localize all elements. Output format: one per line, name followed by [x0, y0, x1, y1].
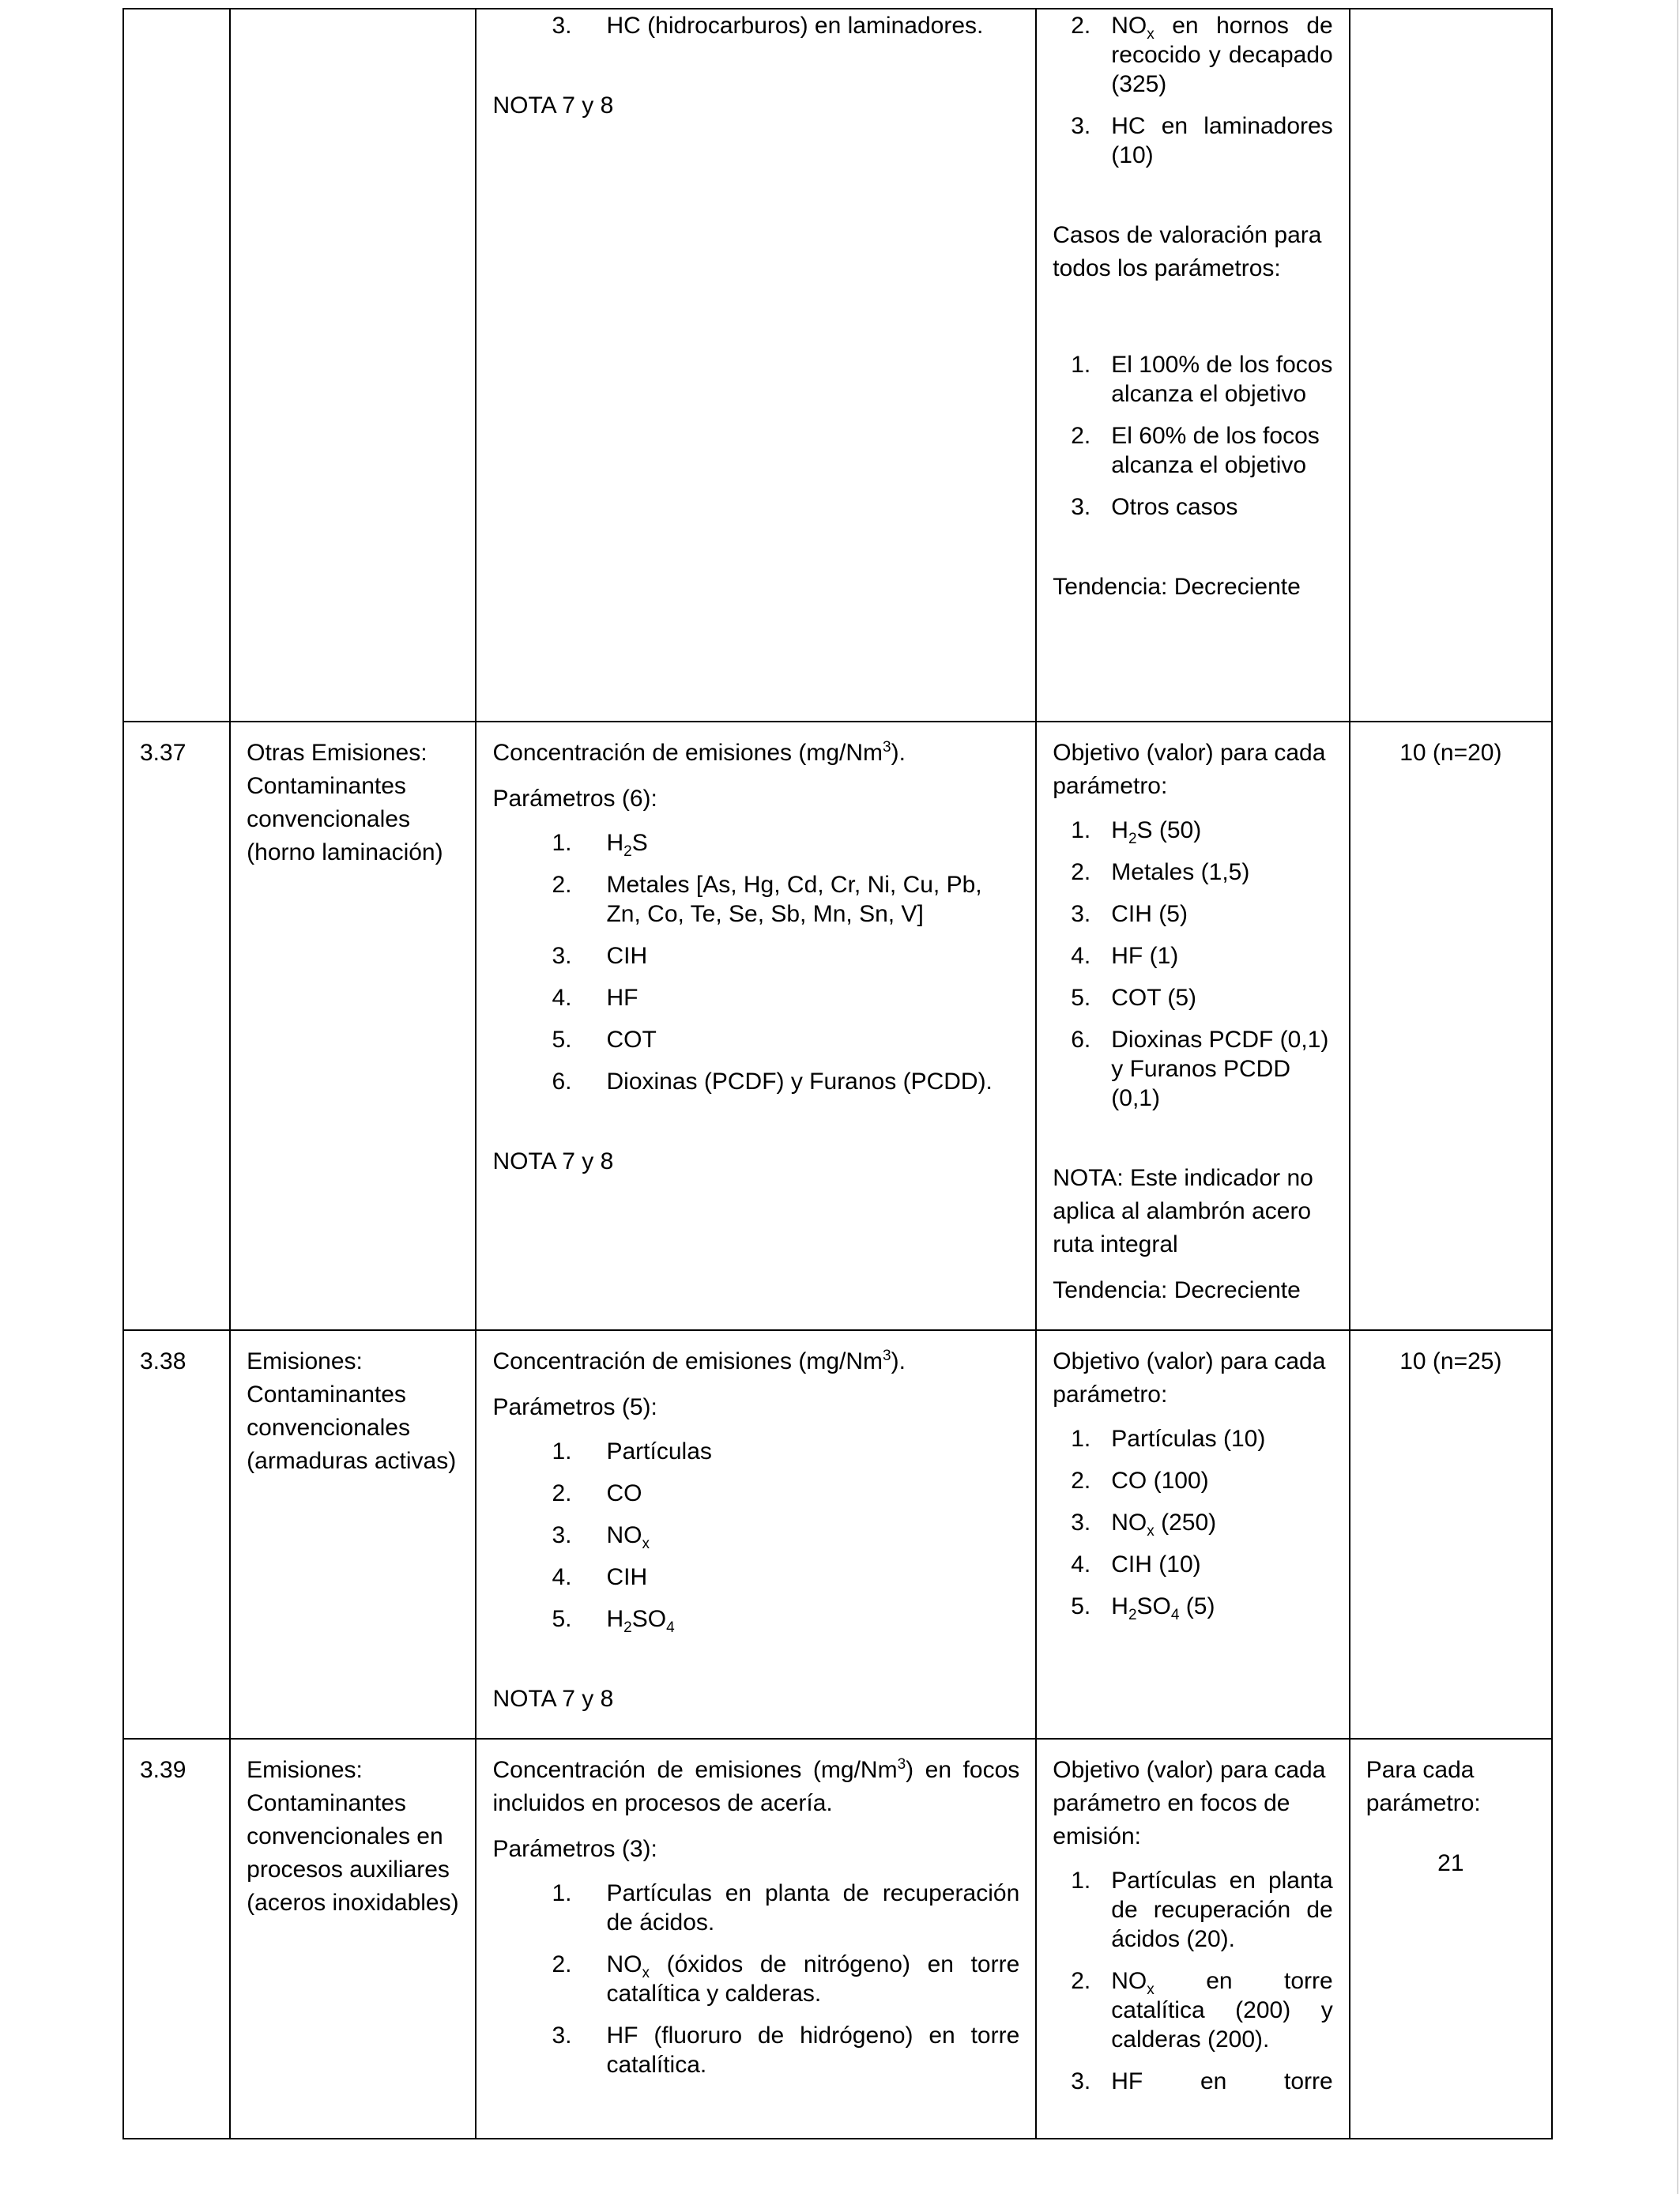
list-text: $NO_x$ en hornos de recocido y decapado (325): [1111, 13, 1333, 97]
list-text: Partículas en planta de recuperación de ácidos.: [606, 1880, 1020, 1936]
list-number: 6.: [1071, 1027, 1091, 1053]
list-text: $H_2S$: [606, 830, 648, 860]
objective-cell: [1036, 1330, 1349, 1739]
list-number: 5.: [552, 1027, 572, 1053]
weight-cell: [1350, 1739, 1552, 2139]
list-item: [492, 1521, 1019, 1550]
list-item: [1053, 816, 1332, 845]
list-item: [1053, 350, 1332, 409]
list-item: [492, 870, 1019, 929]
indicator-number-cell: 3.37: [123, 722, 230, 1330]
list-number: 2.: [552, 1951, 572, 1977]
parameter-list: [492, 1879, 1019, 2079]
list-text: $NO_x$: [606, 1522, 650, 1552]
list-text: Partículas (10): [1111, 1426, 1266, 1452]
list-text: El 60% de los focos alcanza el objetivo: [1111, 423, 1320, 478]
list-item: [492, 2021, 1019, 2079]
parameters-label: Parámetros (5):: [492, 1394, 657, 1420]
list-number: 2.: [552, 1480, 572, 1506]
list-number: 3.: [552, 1522, 572, 1548]
list-number: 1.: [1071, 817, 1091, 843]
parameters-cell: [476, 1739, 1036, 2139]
list-text: COT (5): [1111, 985, 1197, 1011]
objective-list: [1053, 816, 1332, 1113]
list-text: $NO_x$ (óxidos de nitrógeno) en torre catalítica y calderas.: [606, 1951, 1020, 2007]
list-number: 4.: [1071, 943, 1091, 969]
list-item: [492, 1563, 1019, 1592]
list-text: Partículas: [606, 1438, 712, 1465]
parameters-cell: [476, 9, 1036, 722]
objective-cell: [1036, 1739, 1349, 2139]
list-item: [1053, 421, 1332, 480]
parameters-cell: [476, 722, 1036, 1330]
list-number: 5.: [1071, 985, 1091, 1011]
list-text: Metales (1,5): [1111, 859, 1250, 885]
list-item: [1053, 1025, 1332, 1113]
list-number: 2.: [552, 872, 572, 898]
description-text: Concentración de emisiones (mg/Nm$^3$) en focos incluidos en procesos de acería.: [492, 1756, 1020, 1816]
weight-value: 21: [1437, 1850, 1464, 1876]
list-number: 3.: [1071, 901, 1091, 927]
list-item: [1053, 492, 1332, 522]
nota-text: NOTA 7 y 8: [492, 1686, 614, 1712]
list-item: [1053, 983, 1332, 1012]
page-edge-line: [1677, 0, 1678, 2194]
trend-text: Tendencia: Decreciente: [1053, 1277, 1301, 1303]
list-text: HF en torre: [1111, 2068, 1333, 2094]
list-number: 3.: [552, 2022, 572, 2049]
list-item: [1053, 1866, 1332, 1954]
list-item: [492, 941, 1019, 971]
cases-list: [1053, 350, 1332, 522]
list-number: 2.: [1071, 859, 1091, 885]
indicator-number-cell: 3.38: [123, 1330, 230, 1739]
parameter-list: [492, 11, 1019, 40]
list-text: $H_2SO_4$ (5): [1111, 1593, 1215, 1623]
list-item: [1053, 1550, 1332, 1579]
objective-intro: Objetivo (valor) para cada parámetro:: [1053, 1348, 1326, 1408]
weight-label: Para cada parámetro:: [1365, 1757, 1481, 1816]
list-number: 1.: [1071, 352, 1091, 378]
list-item: [1053, 941, 1332, 971]
list-number: 1.: [552, 1880, 572, 1906]
indicator-name-cell: [230, 9, 476, 722]
list-number: 2.: [1071, 423, 1091, 449]
objective-list: [1053, 11, 1332, 170]
list-text: HF: [606, 985, 638, 1011]
list-text: COT: [606, 1027, 657, 1053]
list-number: 1.: [552, 830, 572, 856]
list-text: HC (hidrocarburos) en laminadores.: [606, 13, 984, 39]
list-text: CO (100): [1111, 1468, 1209, 1494]
list-text: $H_2SO_4$: [606, 1606, 675, 1636]
parameters-cell: [476, 1330, 1036, 1739]
list-item: [492, 1479, 1019, 1508]
list-item: [492, 1025, 1019, 1054]
objective-cell: [1036, 722, 1349, 1330]
list-text: Dioxinas (PCDF) y Furanos (PCDD).: [606, 1069, 993, 1095]
list-text: Metales [As, Hg, Cd, Cr, Ni, Cu, Pb, Zn, Co, Te, Se, Sb, Mn, Sn, V]: [606, 872, 982, 927]
parameters-label: Parámetros (6):: [492, 786, 657, 812]
nota-text: NOTA 7 y 8: [492, 92, 614, 119]
list-number: 5.: [552, 1606, 572, 1632]
list-number: 3.: [1071, 2068, 1091, 2094]
objective-intro: Objetivo (valor) para cada parámetro:: [1053, 740, 1326, 799]
indicator-number-cell: 3.39: [123, 1739, 230, 2139]
list-text: CIH: [606, 943, 648, 969]
list-item: [1053, 1466, 1332, 1495]
list-text: Partículas en planta de recuperación de ácidos (20).: [1111, 1868, 1333, 1952]
list-item: [492, 1604, 1019, 1634]
indicator-name-cell: Emisiones: Contaminantes convencionales en procesos auxiliares (aceros inoxidables): [230, 1739, 476, 2139]
table-row: [123, 1330, 1552, 1739]
list-number: 3.: [1071, 494, 1091, 520]
list-number: 1.: [1071, 1426, 1091, 1452]
list-number: 4.: [1071, 1551, 1091, 1578]
list-item: [1053, 1508, 1332, 1540]
list-text: $NO_x$ (250): [1111, 1510, 1217, 1540]
list-number: 4.: [552, 1564, 572, 1590]
list-item: [492, 1437, 1019, 1466]
list-number: 5.: [1071, 1593, 1091, 1619]
list-text: CIH (5): [1111, 901, 1188, 927]
list-item: [1053, 1424, 1332, 1453]
list-text: Otros casos: [1111, 494, 1238, 520]
list-item: [1053, 858, 1332, 887]
weight-cell: 10 (n=20): [1350, 722, 1552, 1330]
indicator-name-cell: Emisiones: Contaminantes convencionales (armaduras activas): [230, 1330, 476, 1739]
weight-cell: [1350, 9, 1552, 722]
list-number: 3.: [1071, 113, 1091, 139]
table-row: [123, 1739, 1552, 2139]
list-text: HF (fluoruro de hidrógeno) en torre catalítica.: [606, 2022, 1020, 2078]
cases-intro-text: Casos de valoración para todos los parámetros:: [1053, 222, 1322, 281]
list-text: HC en laminadores (10): [1111, 113, 1333, 168]
list-text: CIH: [606, 1564, 648, 1590]
list-item: [1053, 11, 1332, 99]
table-row: [123, 9, 1552, 722]
list-item: [492, 1879, 1019, 1937]
weight-cell: 10 (n=25): [1350, 1330, 1552, 1739]
description-text: Concentración de emisiones (mg/Nm$^3$).: [492, 739, 906, 766]
list-text: $NO_x$ en torre catalítica (200) y calderas (200).: [1111, 1968, 1333, 2053]
list-text: $H_2S$ (50): [1111, 817, 1202, 847]
list-number: 3.: [1071, 1510, 1091, 1536]
list-text: CO: [606, 1480, 642, 1506]
parameter-list: [492, 828, 1019, 1096]
parameter-list: [492, 1437, 1019, 1634]
list-number: 1.: [552, 1438, 572, 1465]
list-number: 3.: [552, 13, 572, 39]
list-item: [1053, 111, 1332, 170]
objective-list: [1053, 1424, 1332, 1621]
list-text: El 100% de los focos alcanza el objetivo: [1111, 352, 1333, 407]
description-text: Concentración de emisiones (mg/Nm$^3$).: [492, 1348, 906, 1374]
list-item: [1053, 899, 1332, 929]
list-number: 3.: [552, 943, 572, 969]
indicator-number-cell: [123, 9, 230, 722]
objective-cell: [1036, 9, 1349, 722]
list-item: [492, 1067, 1019, 1096]
list-item: [492, 983, 1019, 1012]
indicator-name-cell: Otras Emisiones: Contaminantes convencionales (horno laminación): [230, 722, 476, 1330]
list-number: 4.: [552, 985, 572, 1011]
objective-intro: Objetivo (valor) para cada parámetro en focos de emisión:: [1053, 1757, 1326, 1849]
list-number: 2.: [1071, 1968, 1091, 1994]
list-item: [1053, 2067, 1332, 2096]
objective-list: [1053, 1866, 1332, 2096]
list-item: [1053, 1966, 1332, 2054]
list-text: HF (1): [1111, 943, 1179, 969]
parameters-label: Parámetros (3):: [492, 1836, 657, 1862]
list-number: 2.: [1071, 1468, 1091, 1494]
table-row: [123, 722, 1552, 1330]
list-number: 1.: [1071, 1868, 1091, 1894]
nota-text: NOTA 7 y 8: [492, 1148, 614, 1174]
list-number: 2.: [1071, 13, 1091, 39]
objective-note: NOTA: Este indicador no aplica al alambrón acero ruta integral: [1053, 1165, 1313, 1257]
indicators-table: [122, 8, 1553, 2139]
list-item: [492, 1950, 1019, 2008]
list-item: [492, 828, 1019, 858]
trend-text: Tendencia: Decreciente: [1053, 574, 1301, 600]
list-text: Dioxinas PCDF (0,1) y Furanos PCDD (0,1): [1111, 1027, 1329, 1111]
list-number: 6.: [552, 1069, 572, 1095]
list-item: [492, 11, 1019, 40]
list-item: [1053, 1592, 1332, 1621]
list-text: CIH (10): [1111, 1551, 1201, 1578]
